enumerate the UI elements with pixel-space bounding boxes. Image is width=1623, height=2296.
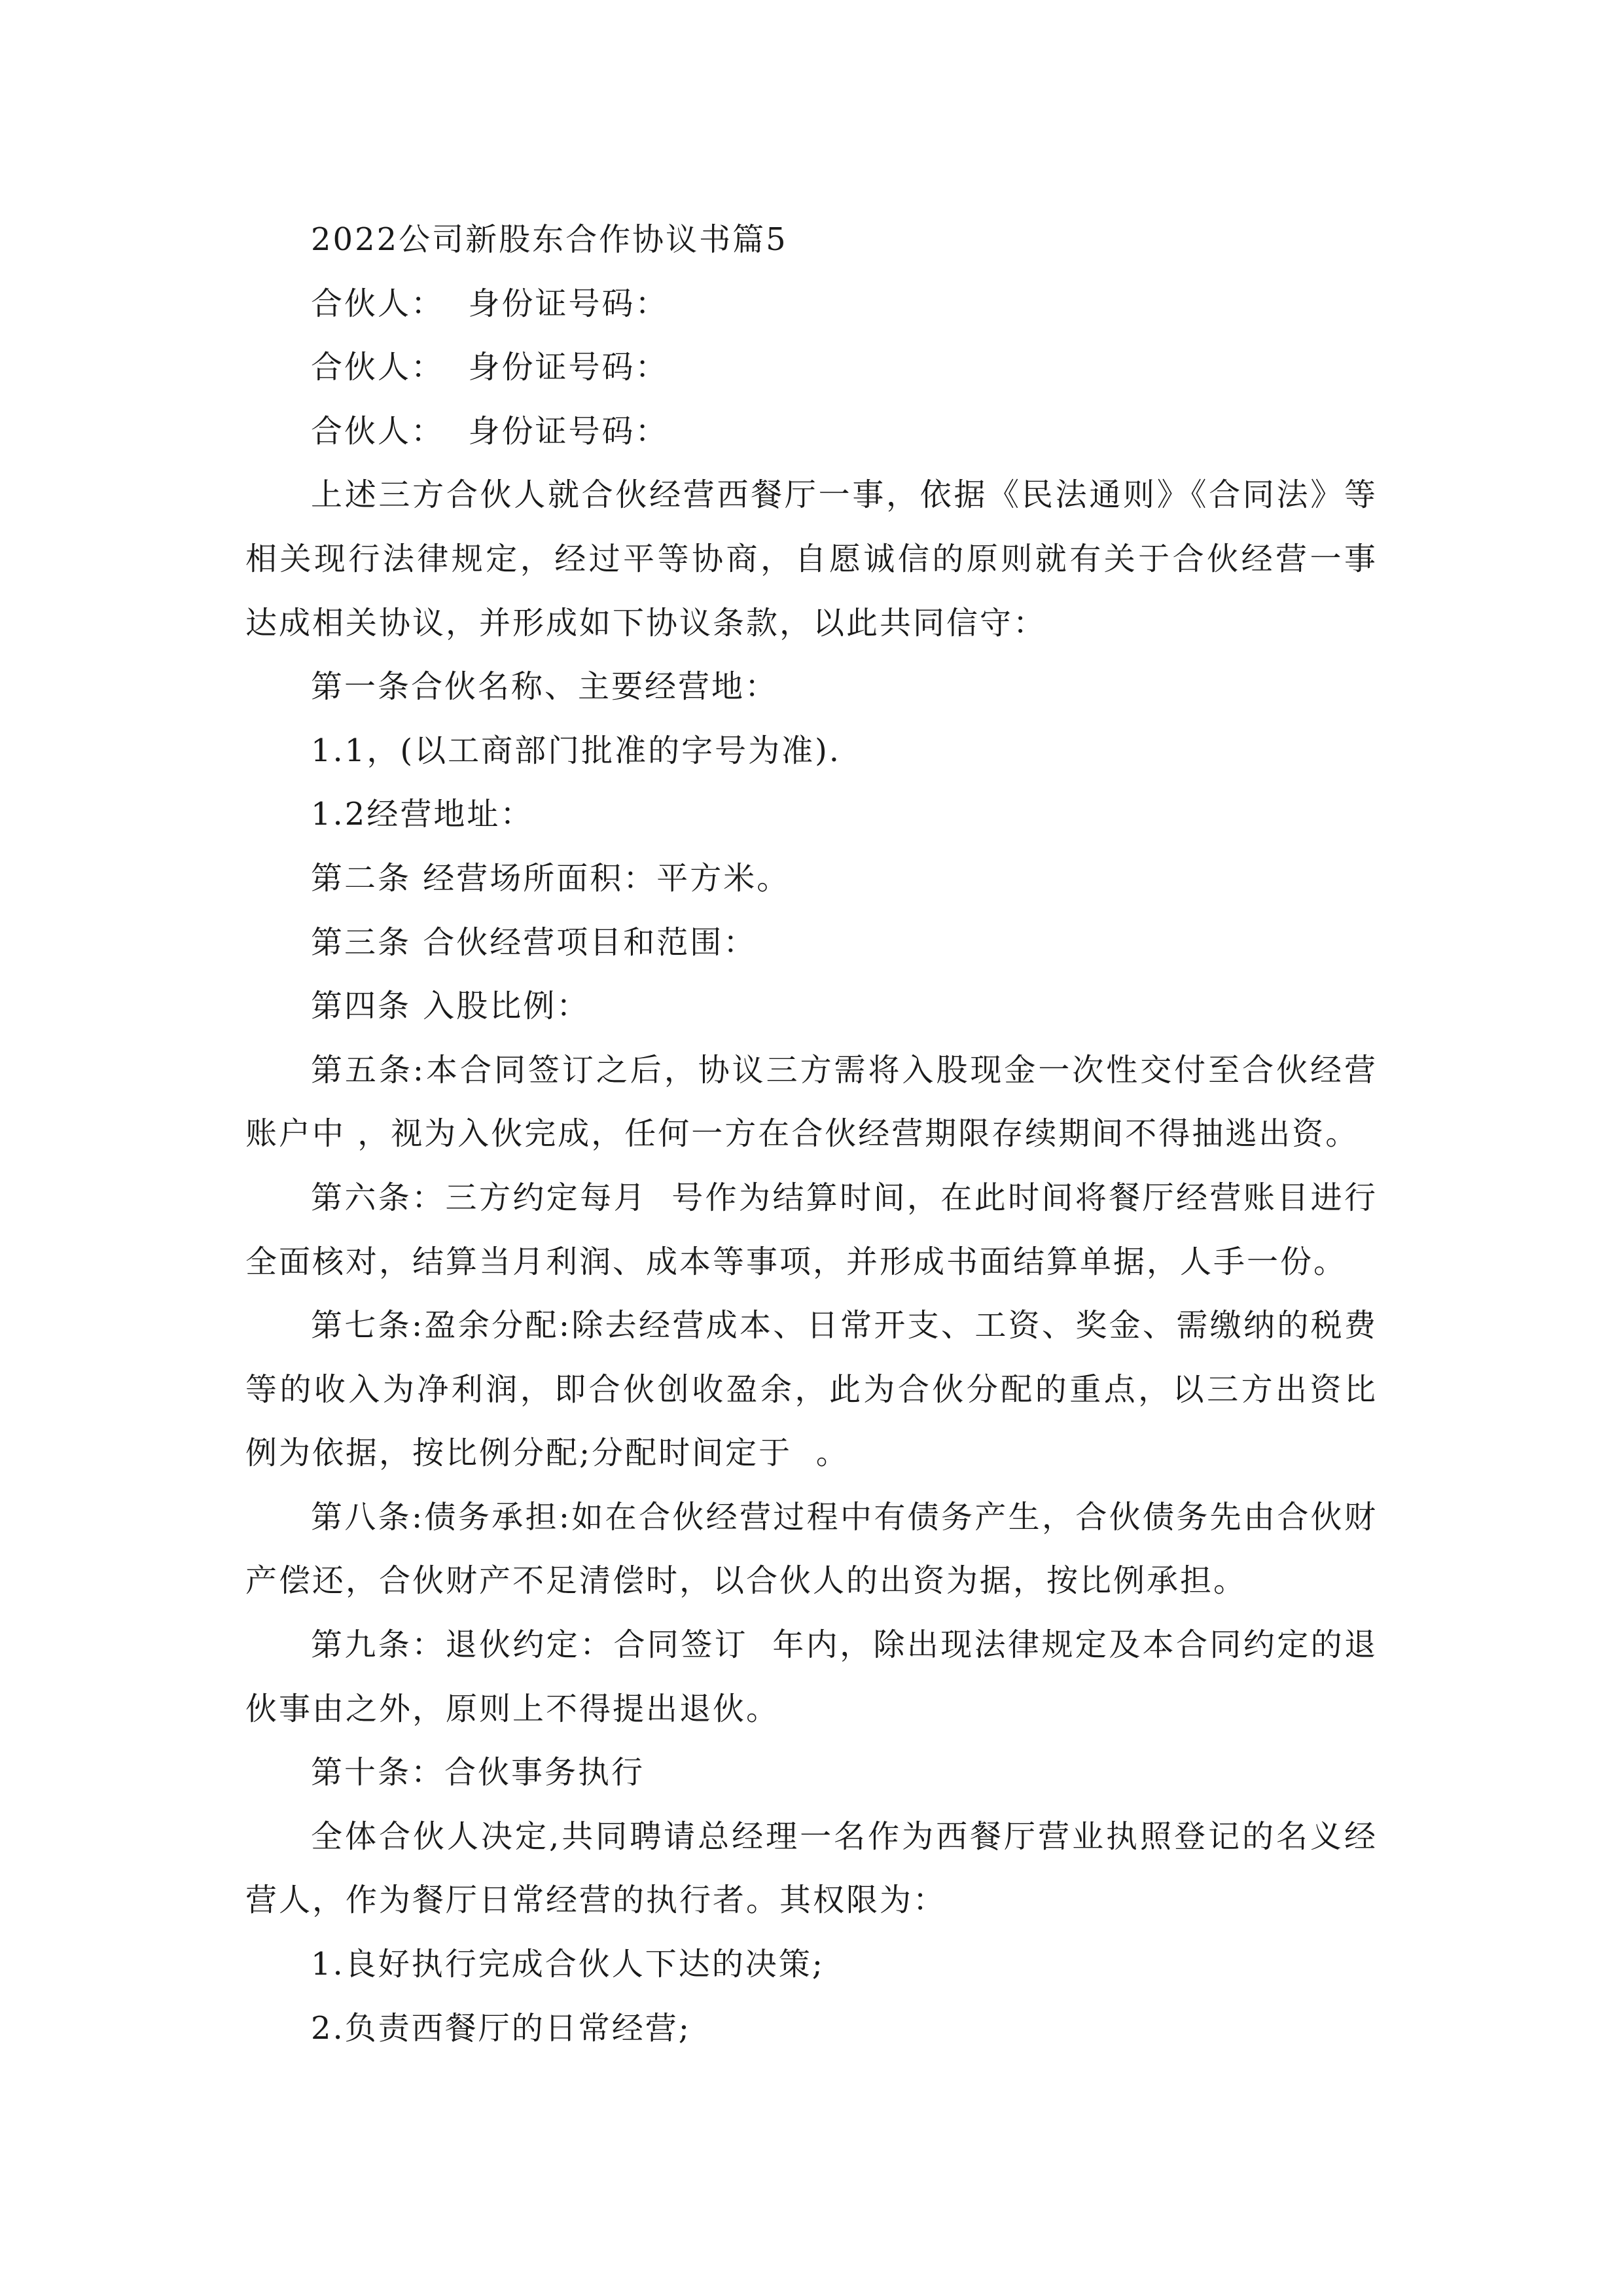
article-10-heading: 第十条：合伙事务执行 [311, 1754, 645, 1791]
article-6: 第六条：三方约定每月 号作为结算时间，在此时间将餐厅经营账目进行全面核对，结算当月利润、成本等事项，并形成书面结算单据，人手一份。 [245, 1179, 1378, 1280]
article-10-body: 全体合伙人决定,共同聘请总经理一名作为西餐厅营业执照登记的名义经营人，作为餐厅日常经营的执行者。其权限为： [245, 1818, 1378, 1919]
article-9: 第九条：退伙约定：合同签订 年内，除出现法律规定及本合同约定的退伙事由之外，原则上不得提出退伙。 [245, 1626, 1378, 1727]
document-body [245, 208, 1378, 2060]
partner-line-2: 合伙人： 身份证号码： [311, 349, 669, 386]
authority-item-1: 1.良好执行完成合伙人下达的决策; [311, 1946, 825, 1983]
article-3: 第三条 合伙经营项目和范围： [311, 924, 757, 961]
authority-item-2: 2.负责西餐厅的日常经营; [311, 2009, 691, 2047]
article-1-heading: 第一条合伙名称、主要经营地： [311, 668, 779, 706]
partner-line-3: 合伙人： 身份证号码： [311, 412, 669, 450]
article-4: 第四条 入股比例： [311, 988, 590, 1025]
article-1-item-1: 1.1，(以工商部门批准的字号为准). [311, 732, 842, 769]
article-8: 第八条:债务承担:如在合伙经营过程中有债务产生，合伙债务先由合伙财产偿还，合伙财产不足清偿时，以合伙人的出资为据，按比例承担。 [245, 1498, 1378, 1600]
article-5: 第五条:本合同签订之后，协议三方需将入股现金一次性交付至合伙经营账户中 ，视为入伙完成，任何一方在合伙经营期限存续期间不得抽逃出资。 [245, 1051, 1378, 1153]
article-7: 第七条:盈余分配:除去经营成本、日常开支、工资、奖金、需缴纳的税费等的收入为净利润，即合伙创收盈余，此为合伙分配的重点，以三方出资比例为依据，按比例分配;分配时间定于 。 [245, 1307, 1378, 1472]
article-2: 第二条 经营场所面积：平方米。 [311, 859, 791, 897]
document-title: 2022公司新股东合作协议书篇5 [311, 221, 788, 258]
article-1-item-2: 1.2经营地址： [311, 796, 534, 833]
preamble-paragraph: 上述三方合伙人就合伙经营西餐厅一事，依据《民法通则》《合同法》等相关现行法律规定，经过平等协商，自愿诚信的原则就有关于合伙经营一事达成相关协议，并形成如下协议条款，以此共同信守： [245, 476, 1378, 641]
partner-line-1: 合伙人： 身份证号码： [311, 285, 669, 322]
